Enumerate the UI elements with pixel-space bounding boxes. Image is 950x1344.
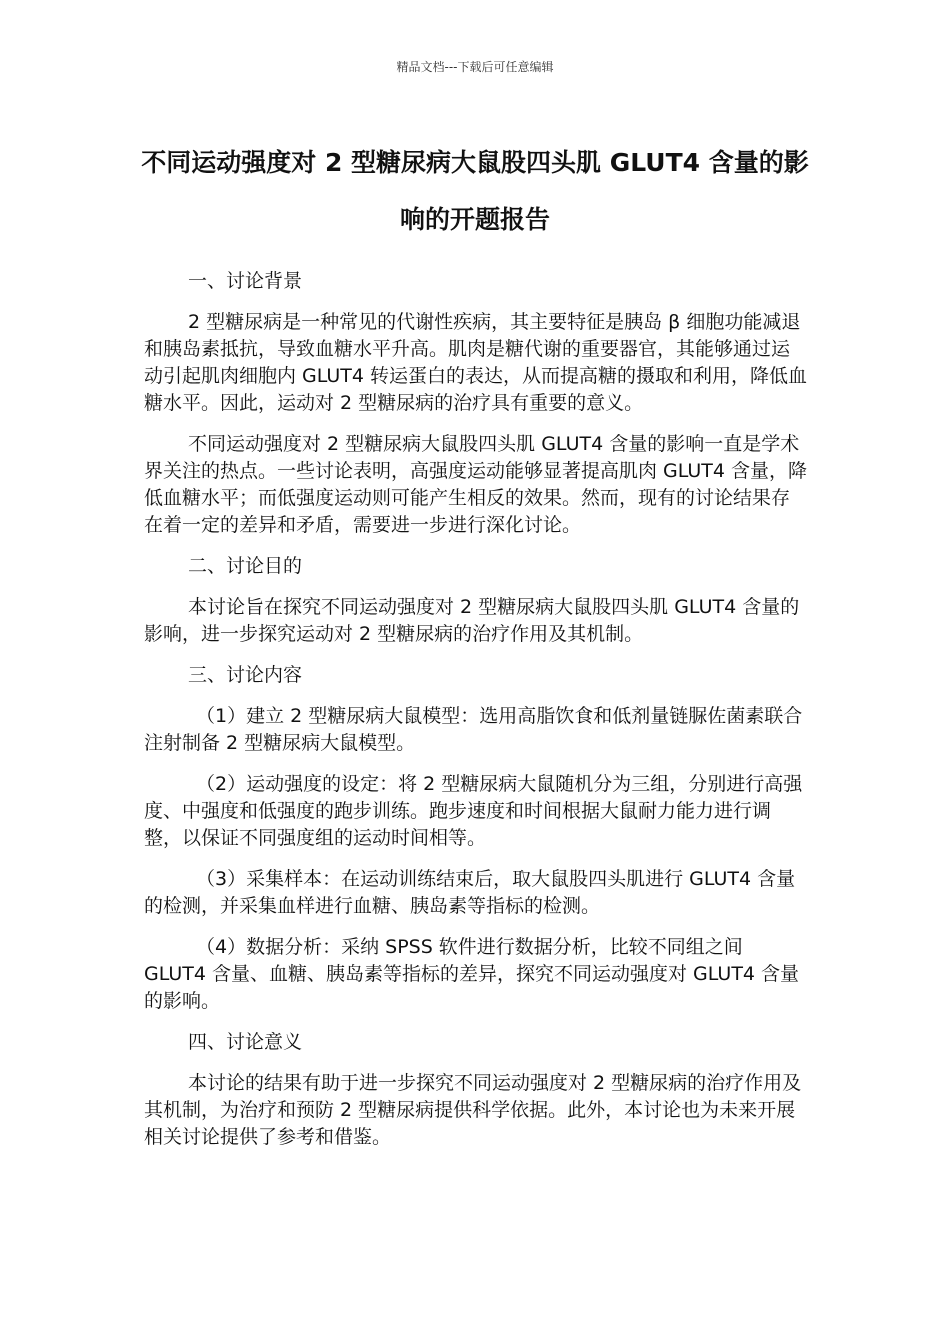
document-body	[144, 268, 808, 1165]
paragraph-background-2: 不同运动强度对 2 型糖尿病大鼠股四头肌 GLUT4 含量的影响一直是学术界关注的热点。一些讨论表明，高强度运动能够显著提高肌肉 GLUT4 含量，降低血糖水平；而低强度运动则可能产生相反的效果。然而，现有的讨论结果存在着一定的差异和矛盾，需要进一步进行深化讨论。	[144, 433, 808, 536]
section-heading-purpose: 二、讨论目的	[188, 555, 303, 577]
content-item-4: （4）数据分析：采纳 SPSS 软件进行数据分析，比较不同组之间 GLUT4 含量、血糖、胰岛素等指标的差异，探究不同运动强度对 GLUT4 含量的影响。	[144, 936, 800, 1012]
content-item-1: （1）建立 2 型糖尿病大鼠模型：选用高脂饮食和低剂量链脲佐菌素联合注射制备 2 型糖尿病大鼠模型。	[144, 705, 803, 754]
paragraph-background-1: 2 型糖尿病是一种常见的代谢性疾病，其主要特征是胰岛 β 细胞功能减退和胰岛素抵抗，导致血糖水平升高。肌肉是糖代谢的重要器官，其能够通过运动引起肌肉细胞内 GLUT4 转运蛋白的表达，从而提高糖的摄取和利用，降低血糖水平。因此，运动对 2 型糖尿病的治疗具有重要的意义。	[144, 311, 808, 414]
content-item-3: （3）采集样本：在运动训练结束后，取大鼠股四头肌进行 GLUT4 含量的检测，并采集血样进行血糖、胰岛素等指标的检测。	[144, 868, 796, 917]
section-heading-significance: 四、讨论意义	[188, 1031, 303, 1053]
section-heading-background: 一、讨论背景	[188, 270, 303, 292]
document-title: 不同运动强度对 2 型糖尿病大鼠股四头肌 GLUT4 含量的影响的开题报告	[141, 148, 809, 234]
content-item-2: （2）运动强度的设定：将 2 型糖尿病大鼠随机分为三组，分别进行高强度、中强度和低强度的跑步训练。跑步速度和时间根据大鼠耐力能力进行调整，以保证不同强度组的运动时间相等。	[144, 773, 803, 849]
section-heading-content: 三、讨论内容	[188, 664, 303, 686]
paragraph-purpose-1: 本讨论旨在探究不同运动强度对 2 型糖尿病大鼠股四头肌 GLUT4 含量的影响，进一步探究运动对 2 型糖尿病的治疗作用及其机制。	[144, 596, 800, 645]
paragraph-significance-1: 本讨论的结果有助于进一步探究不同运动强度对 2 型糖尿病的治疗作用及其机制，为治疗和预防 2 型糖尿病提供科学依据。此外，本讨论也为未来开展相关讨论提供了参考和借鉴。	[144, 1072, 802, 1148]
header-note: 精品文档---下载后可任意编辑	[396, 60, 554, 74]
